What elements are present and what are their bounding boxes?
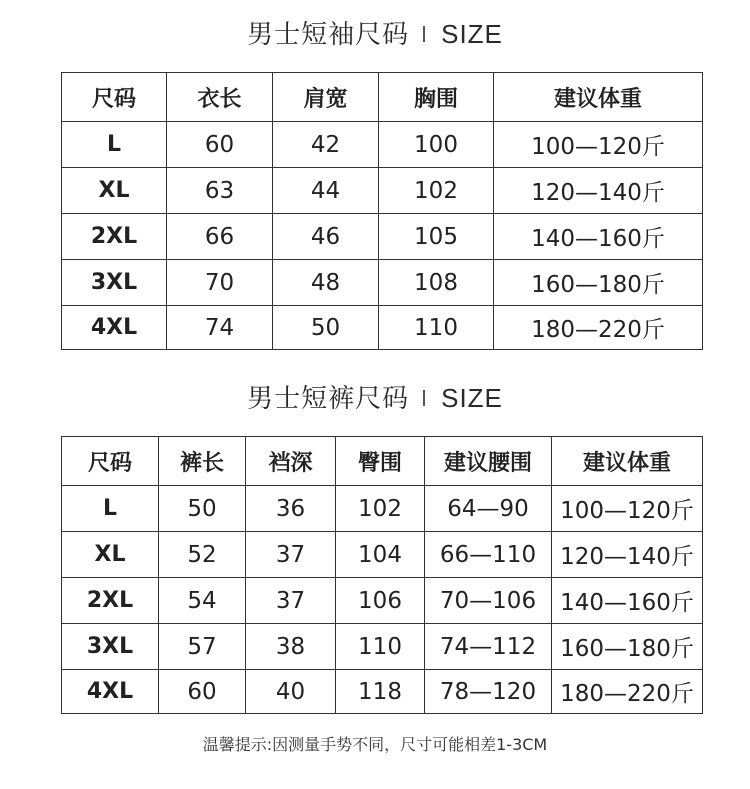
table-row [62, 168, 703, 214]
footer-note: 温馨提示:因测量手势不同，尺寸可能相差1-3CM [202, 735, 548, 754]
header-cell: 胸围 [379, 73, 494, 122]
table-row [62, 624, 703, 670]
header-cell: 衣长 [167, 73, 273, 122]
header-cell: 裤长 [159, 437, 246, 486]
value-cell: 180—220斤 [552, 670, 703, 714]
value-cell: 38 [246, 624, 336, 670]
size-cell: 4XL [62, 670, 159, 714]
table-row [62, 306, 703, 350]
value-cell: 48 [273, 260, 379, 306]
header-cell: 建议腰围 [425, 437, 552, 486]
value-cell: 78—120 [425, 670, 552, 714]
table-row [62, 122, 703, 168]
value-cell: 63 [167, 168, 273, 214]
value-cell: 110 [379, 306, 494, 350]
size-cell: 2XL [62, 214, 167, 260]
shorts-size-table [61, 436, 703, 714]
value-cell: 57 [159, 624, 246, 670]
header-cell: 尺码 [62, 73, 167, 122]
size-cell: 3XL [62, 260, 167, 306]
header-cell: 臀围 [336, 437, 425, 486]
value-cell: 36 [246, 486, 336, 532]
value-cell: 110 [336, 624, 425, 670]
value-cell: 60 [167, 122, 273, 168]
shirt-size-label: SIZE [441, 19, 503, 49]
title-separator [423, 390, 425, 406]
value-cell: 100 [379, 122, 494, 168]
value-cell: 120—140斤 [494, 168, 703, 214]
shorts-size-label: SIZE [441, 383, 503, 413]
value-cell: 40 [246, 670, 336, 714]
header-cell: 裆深 [246, 437, 336, 486]
shirt-size-table [61, 72, 703, 350]
value-cell: 44 [273, 168, 379, 214]
value-cell: 180—220斤 [494, 306, 703, 350]
size-cell: 3XL [62, 624, 159, 670]
value-cell: 37 [246, 578, 336, 624]
value-cell: 46 [273, 214, 379, 260]
value-cell: 50 [273, 306, 379, 350]
size-cell: XL [62, 532, 159, 578]
header-cell: 尺码 [62, 437, 159, 486]
value-cell: 106 [336, 578, 425, 624]
value-cell: 42 [273, 122, 379, 168]
table-row [62, 670, 703, 714]
value-cell: 120—140斤 [552, 532, 703, 578]
value-cell: 160—180斤 [494, 260, 703, 306]
table-row [62, 486, 703, 532]
shorts-title: 男士短裤尺码 [247, 384, 410, 414]
size-cell: XL [62, 168, 167, 214]
value-cell: 50 [159, 486, 246, 532]
value-cell: 102 [379, 168, 494, 214]
table-row [62, 578, 703, 624]
value-cell: 100—120斤 [494, 122, 703, 168]
value-cell: 66 [167, 214, 273, 260]
header-cell: 建议体重 [494, 73, 703, 122]
header-cell: 肩宽 [273, 73, 379, 122]
shirt-title: 男士短袖尺码 [247, 20, 410, 50]
size-cell: L [62, 486, 159, 532]
value-cell: 140—160斤 [552, 578, 703, 624]
table-row [62, 260, 703, 306]
size-cell: 2XL [62, 578, 159, 624]
value-cell: 37 [246, 532, 336, 578]
size-cell: L [62, 122, 167, 168]
value-cell: 160—180斤 [552, 624, 703, 670]
value-cell: 70 [167, 260, 273, 306]
title-separator [423, 26, 425, 42]
value-cell: 52 [159, 532, 246, 578]
value-cell: 74—112 [425, 624, 552, 670]
table-row [62, 532, 703, 578]
size-cell: 4XL [62, 306, 167, 350]
value-cell: 54 [159, 578, 246, 624]
value-cell: 66—110 [425, 532, 552, 578]
value-cell: 105 [379, 214, 494, 260]
value-cell: 64—90 [425, 486, 552, 532]
shorts-section-title [0, 378, 750, 415]
value-cell: 102 [336, 486, 425, 532]
value-cell: 108 [379, 260, 494, 306]
value-cell: 74 [167, 306, 273, 350]
header-cell: 建议体重 [552, 437, 703, 486]
value-cell: 104 [336, 532, 425, 578]
table-header-row [62, 73, 703, 122]
table-row [62, 214, 703, 260]
table-header-row [62, 437, 703, 486]
value-cell: 70—106 [425, 578, 552, 624]
shirt-section-title [0, 14, 750, 51]
value-cell: 60 [159, 670, 246, 714]
value-cell: 100—120斤 [552, 486, 703, 532]
value-cell: 118 [336, 670, 425, 714]
value-cell: 140—160斤 [494, 214, 703, 260]
